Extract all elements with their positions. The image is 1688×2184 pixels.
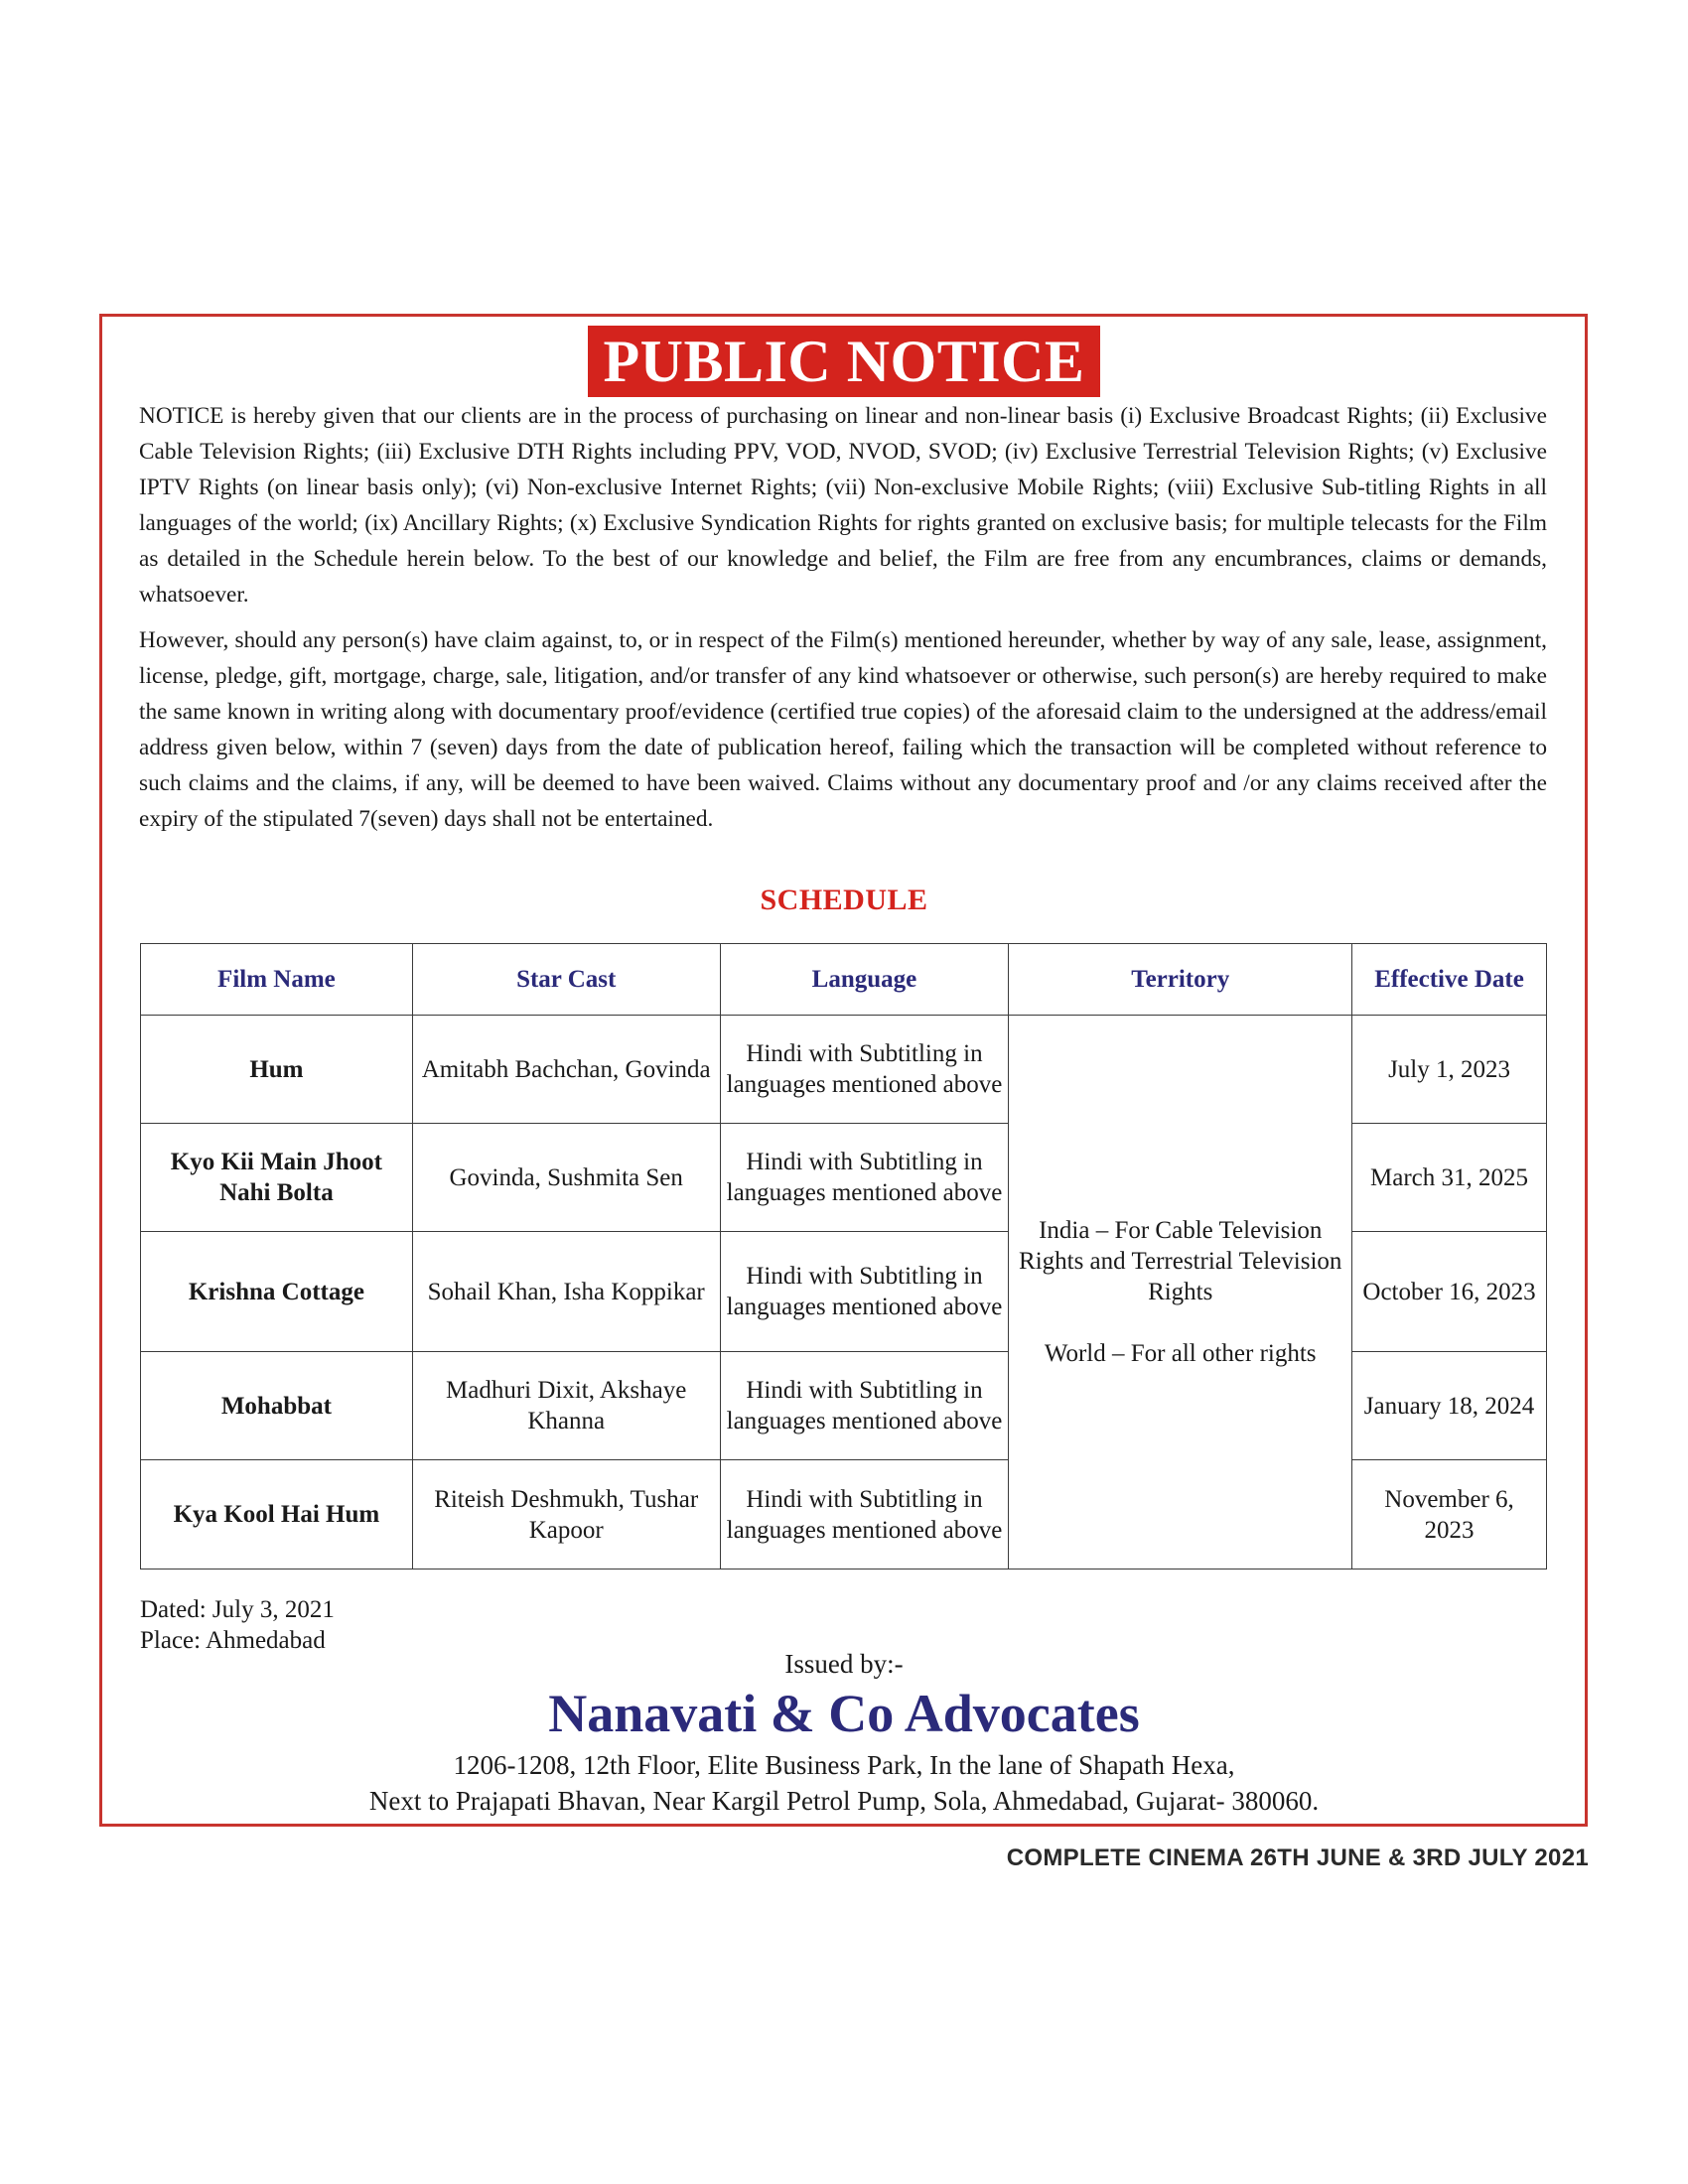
address-line-1: 1206-1208, 12th Floor, Elite Business Park, In the lane of Shapath Hexa, bbox=[453, 1750, 1235, 1780]
language-cell: Hindi with Subtitling in languages mentioned above bbox=[720, 1460, 1009, 1570]
issued-by-label: Issued by:- bbox=[784, 1649, 904, 1679]
star-cast-cell: Amitabh Bachchan, Govinda bbox=[412, 1016, 720, 1124]
publication-line: COMPLETE CINEMA 26TH JUNE & 3RD JULY 2021 bbox=[1006, 1844, 1589, 1871]
language-cell: Hindi with Subtitling in languages mentioned above bbox=[720, 1124, 1009, 1232]
column-header-language: Language bbox=[720, 944, 1009, 1016]
column-header-effective-date: Effective Date bbox=[1352, 944, 1547, 1016]
place-line: Place: Ahmedabad bbox=[140, 1627, 326, 1654]
date-place-block bbox=[140, 1594, 335, 1656]
firm-name: Nanavati & Co Advocates bbox=[548, 1684, 1140, 1743]
film-name-cell: Hum bbox=[141, 1016, 413, 1124]
effective-date-cell: October 16, 2023 bbox=[1352, 1232, 1547, 1352]
column-header-territory: Territory bbox=[1009, 944, 1352, 1016]
effective-date-cell: November 6, 2023 bbox=[1352, 1460, 1547, 1570]
film-name-cell: Mohabbat bbox=[141, 1352, 413, 1460]
firm-address bbox=[0, 1747, 1688, 1819]
address-line-2: Next to Prajapati Bhavan, Near Kargil Petrol Pump, Sola, Ahmedabad, Gujarat- 380060. bbox=[368, 1786, 1320, 1816]
notice-paragraph-1: NOTICE is hereby given that our clients are in the process of purchasing on linear and non-linear basis (i) Exclusive Broadcast Rights; (ii) Exclusive Cable Television Rights; (iii) Exclusive DTH Rights including PPV, VOD, NVOD, SVOD; (iv) Exclusive Terrestrial Television Rights; (v) Exclusive IPTV Rights (on linear basis only); (vi) Non-exclusive Internet Rights; (vii) Non-exclusive Mobile Rights; (viii) Exclusive Sub-titling Rights in all languages of the world; (ix) Ancillary Rights; (x) Exclusive Syndication Rights for rights granted on exclusive basis; for multiple telecasts for the Film as detailed in the Schedule herein below. To the best of our knowledge and belief, the Film are free from any encumbrances, claims or demands, whatsoever. bbox=[139, 403, 1547, 608]
dated-line: Dated: July 3, 2021 bbox=[140, 1596, 335, 1623]
notice-paragraph-2: However, should any person(s) have claim against, to, or in respect of the Film(s) mentioned hereunder, whether by way of any sale, lease, assignment, license, pledge, gift, mortgage, charge, sale, litigation, and/or transfer of any kind whatsoever or otherwise, such person(s) are hereby required to make the same known in writing along with documentary proof/evidence (certified true copies) of the aforesaid claim to the undersigned at the address/email address given below, within 7 (seven) days from the date of publication hereof, failing which the transaction will be completed without reference to such claims and the claims, if any, will be deemed to have been waived. Claims without any documentary proof and /or any claims received after the expiry of the stipulated 7(seven) days shall not be entertained. bbox=[139, 627, 1547, 832]
territory-spacer bbox=[1015, 1307, 1345, 1338]
notice-title: PUBLIC NOTICE bbox=[588, 326, 1101, 397]
film-name-cell: Kya Kool Hai Hum bbox=[141, 1460, 413, 1570]
effective-date-cell: January 18, 2024 bbox=[1352, 1352, 1547, 1460]
title-banner bbox=[0, 326, 1688, 397]
effective-date-cell: July 1, 2023 bbox=[1352, 1016, 1547, 1124]
film-name-cell: Krishna Cottage bbox=[141, 1232, 413, 1352]
language-cell: Hindi with Subtitling in languages mentioned above bbox=[720, 1352, 1009, 1460]
star-cast-cell: Govinda, Sushmita Sen bbox=[412, 1124, 720, 1232]
star-cast-cell: Riteish Deshmukh, Tushar Kapoor bbox=[412, 1460, 720, 1570]
effective-date-cell: March 31, 2025 bbox=[1352, 1124, 1547, 1232]
territory-india: India – For Cable Television Rights and Terrestrial Television Rights bbox=[1019, 1217, 1342, 1305]
territory-cell bbox=[1009, 1016, 1352, 1570]
column-header-film-name: Film Name bbox=[141, 944, 413, 1016]
star-cast-cell: Madhuri Dixit, Akshaye Khanna bbox=[412, 1352, 720, 1460]
schedule-table bbox=[140, 943, 1547, 1570]
table-header-row bbox=[141, 944, 1547, 1016]
language-cell: Hindi with Subtitling in languages mentioned above bbox=[720, 1232, 1009, 1352]
language-cell: Hindi with Subtitling in languages mentioned above bbox=[720, 1016, 1009, 1124]
schedule-heading: SCHEDULE bbox=[760, 884, 928, 916]
film-name-cell: Kyo Kii Main Jhoot Nahi Bolta bbox=[141, 1124, 413, 1232]
star-cast-cell: Sohail Khan, Isha Koppikar bbox=[412, 1232, 720, 1352]
territory-world: World – For all other rights bbox=[1044, 1340, 1317, 1367]
column-header-star-cast: Star Cast bbox=[412, 944, 720, 1016]
table-row bbox=[141, 1016, 1547, 1124]
